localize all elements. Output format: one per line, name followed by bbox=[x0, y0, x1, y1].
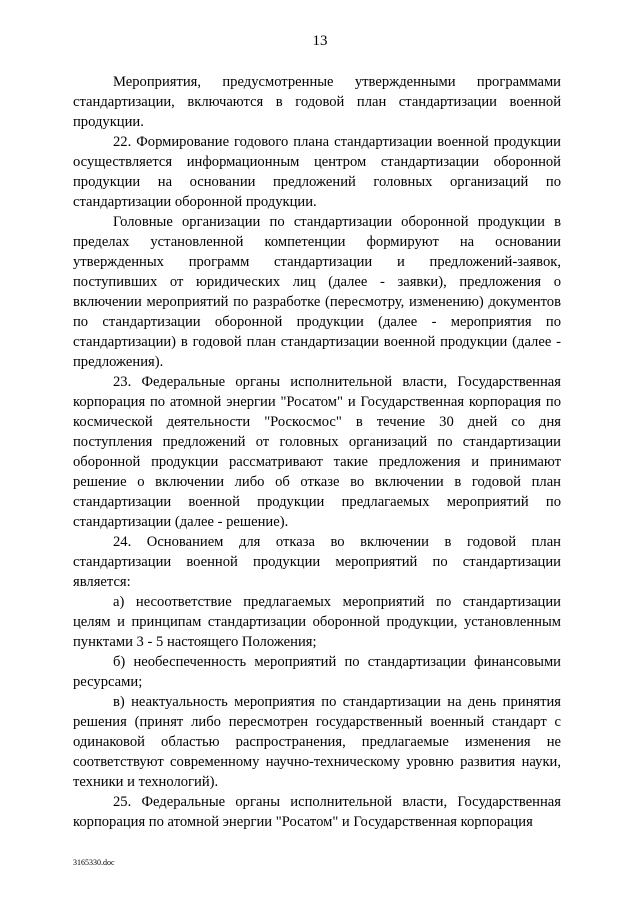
paragraph-24-a: а) несоответствие предлагаемых мероприятий по стандартизации целям и принципам стандартизации оборонной продукции, установленным пунктами 3 - 5 настоящего Положения; bbox=[73, 594, 561, 650]
page-number: 13 bbox=[312, 33, 328, 49]
paragraph-intro: Мероприятия, предусмотренные утвержденными программами стандартизации, включаются в годовой план стандартизации военной продукции. bbox=[73, 74, 561, 130]
document-body bbox=[73, 72, 561, 832]
paragraph-23: 23. Федеральные органы исполнительной власти, Государственная корпорация по атомной энергии "Росатом" и Государственная корпорация по космической деятельности "Роскосмос" в течение 30 дней со дня поступления предложений от головных организаций по стандартизации оборонной продукции рассматривают такие предложения и принимают решение о включении либо об отказе во включении в годовой план стандартизации военной продукции предлагаемых мероприятий по стандартизации (далее - решение). bbox=[73, 374, 561, 530]
paragraph-25: 25. Федеральные органы исполнительной власти, Государственная корпорация по атомной энергии "Росатом" и Государственная корпорация bbox=[73, 794, 561, 830]
paragraph-24-b: б) необеспеченность мероприятий по стандартизации финансовыми ресурсами; bbox=[73, 654, 561, 690]
paragraph-head-orgs: Головные организации по стандартизации оборонной продукции в пределах установленной компетенции формируют на основании утвержденных программ стандартизации и предложений-заявок, поступивших от юридических лиц (далее - заявки), предложения о включении мероприятий по разработке (пересмотру, изменению) документов по стандартизации оборонной продукции (далее - мероприятия по стандартизации) в годовой план стандартизации военной продукции (далее - предложения). bbox=[73, 214, 561, 370]
paragraph-24-v: в) неактуальность мероприятия по стандартизации на день принятия решения (принят либо пересмотрен государственный военный стандарт с одинаковой областью распространения, предлагаемые изменения не соответствуют современному научно-техническому уровню развития науки, техники и технологий). bbox=[73, 694, 561, 790]
paragraph-22: 22. Формирование годового плана стандартизации военной продукции осуществляется информационным центром стандартизации оборонной продукции на основании предложений головных организаций по стандартизации оборонной продукции. bbox=[73, 134, 561, 210]
footer-filename: 3165330.doc bbox=[73, 858, 115, 867]
paragraph-24: 24. Основанием для отказа во включении в годовой план стандартизации военной продукции мероприятий по стандартизации является: bbox=[73, 534, 561, 590]
